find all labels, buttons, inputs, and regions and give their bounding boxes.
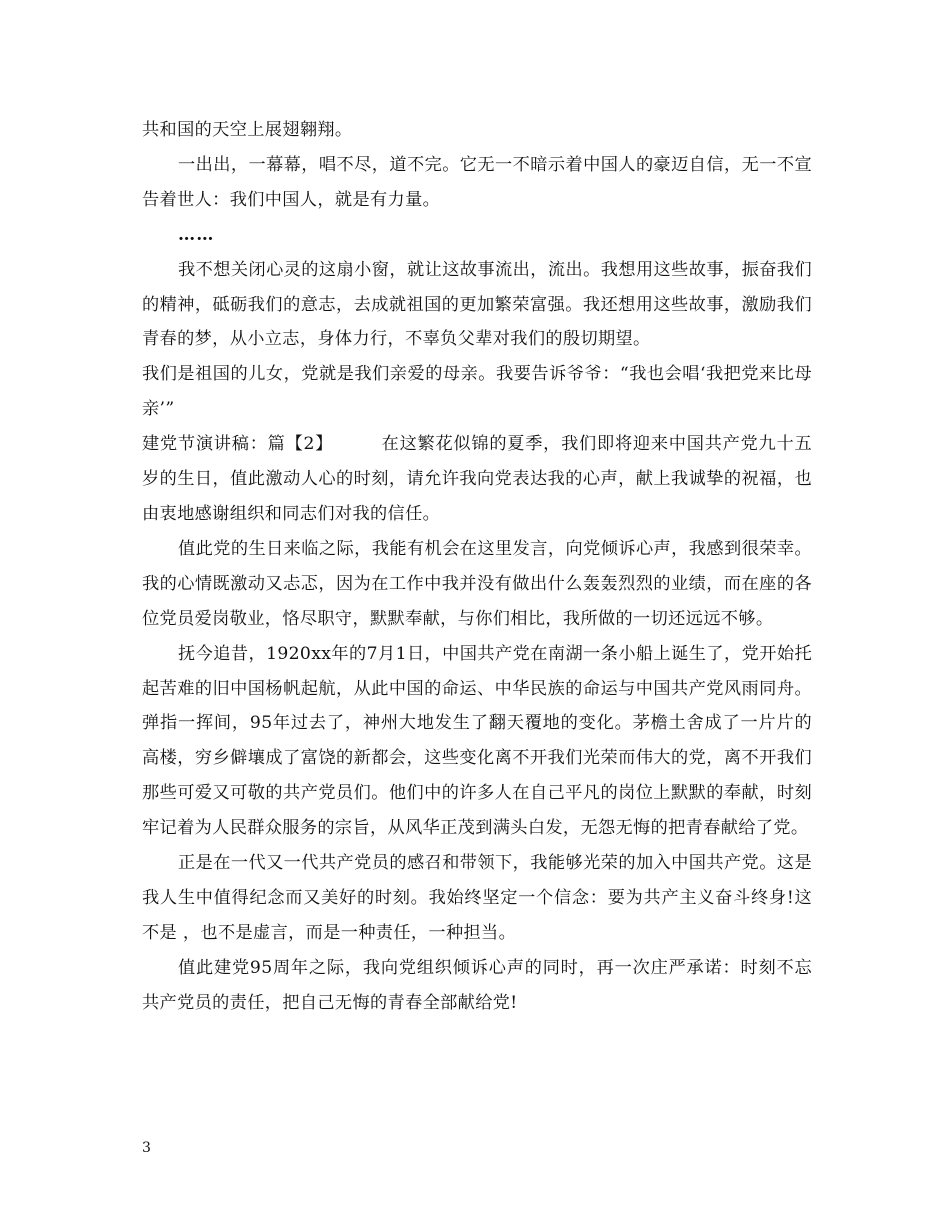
- paragraph-4: 我们是祖国的儿女，党就是我们亲爱的母亲。我要告诉爷爷：“我也会唱‘我把党来比母亲’”: [142, 364, 812, 420]
- ellipsis-line: ……: [178, 224, 215, 245]
- paragraph-1: 共和国的天空上展翅翱翔。: [142, 120, 353, 140]
- paragraph-5: 值此党的生日来临之际，我能有机会在这里发言，向党倾诉心声，我感到很荣幸。我的心情既激动又忐忑，因为在工作中我并没有做出什么轰轰烈烈的业绩，而在座的各位党员爱岗敬业，恪尽职守，默默奉献，与你们相比，我所做的一切还远远不够。: [142, 538, 812, 629]
- page-number: 3: [142, 1140, 151, 1156]
- section-heading: 建党节演讲稿：篇【2】: [142, 434, 334, 455]
- section-paragraph: [142, 427, 812, 532]
- paragraph-3: 我不想关闭心灵的这扇小窗，就让这故事流出，流出。我想用这些故事，振奋我们的精神，砥砺我们的意志，去成就祖国的更加繁荣富强。我还想用这些故事，激励我们青春的梦，从小立志，身体力行，不辜负父辈对我们的殷切期望。: [142, 259, 812, 350]
- paragraph-6: 抚今追昔，1920xx年的7月1日，中国共产党在南湖一条小船上诞生了，党开始托起苦难的旧中国杨帆起航，从此中国的命运、中华民族的命运与中国共产党风雨同舟。弹指一挥间，95年过去了，神州大地发生了翻天覆地的变化。茅檐土舍成了一片片的高楼，穷乡僻壤成了富饶的新都会，这些变化离不开我们光荣而伟大的党，离不开我们那些可爱又可敬的共产党员们。他们中的许多人在自己平凡的岗位上默默的奉献，时刻牢记着为人民群众服务的宗旨，从风华正茂到满头白发，无怨无悔的把青春献给了党。: [142, 643, 812, 839]
- paragraph-8: 值此建党95周年之际，我向党组织倾诉心声的同时，再一次庄严承诺：时刻不忘共产党员的责任，把自己无悔的青春全部献给党!: [142, 957, 812, 1013]
- paragraph-2: 一出出，一幕幕，唱不尽，道不完。它无一不暗示着中国人的豪迈自信，无一不宣告着世人：我们中国人，就是有力量。: [142, 154, 812, 210]
- section-first-text: 在这繁花似锦的夏季，我们即将迎来中国共产党九十五岁的生日，值此激动人心的时刻，请允许我向党表达我的心声，献上我诚挚的祝福，也由衷地感谢组织和同志们对我的信任。: [142, 434, 812, 524]
- paragraph-7: 正是在一代又一代共产党员的感召和带领下，我能够光荣的加入中国共产党。这是我人生中值得纪念而又美好的时刻。我始终坚定一个信念：要为共产主义奋斗终身!这不是 ，也不是虚言，而是一种责任，一种担当。: [142, 853, 812, 943]
- document-body: [142, 113, 812, 1021]
